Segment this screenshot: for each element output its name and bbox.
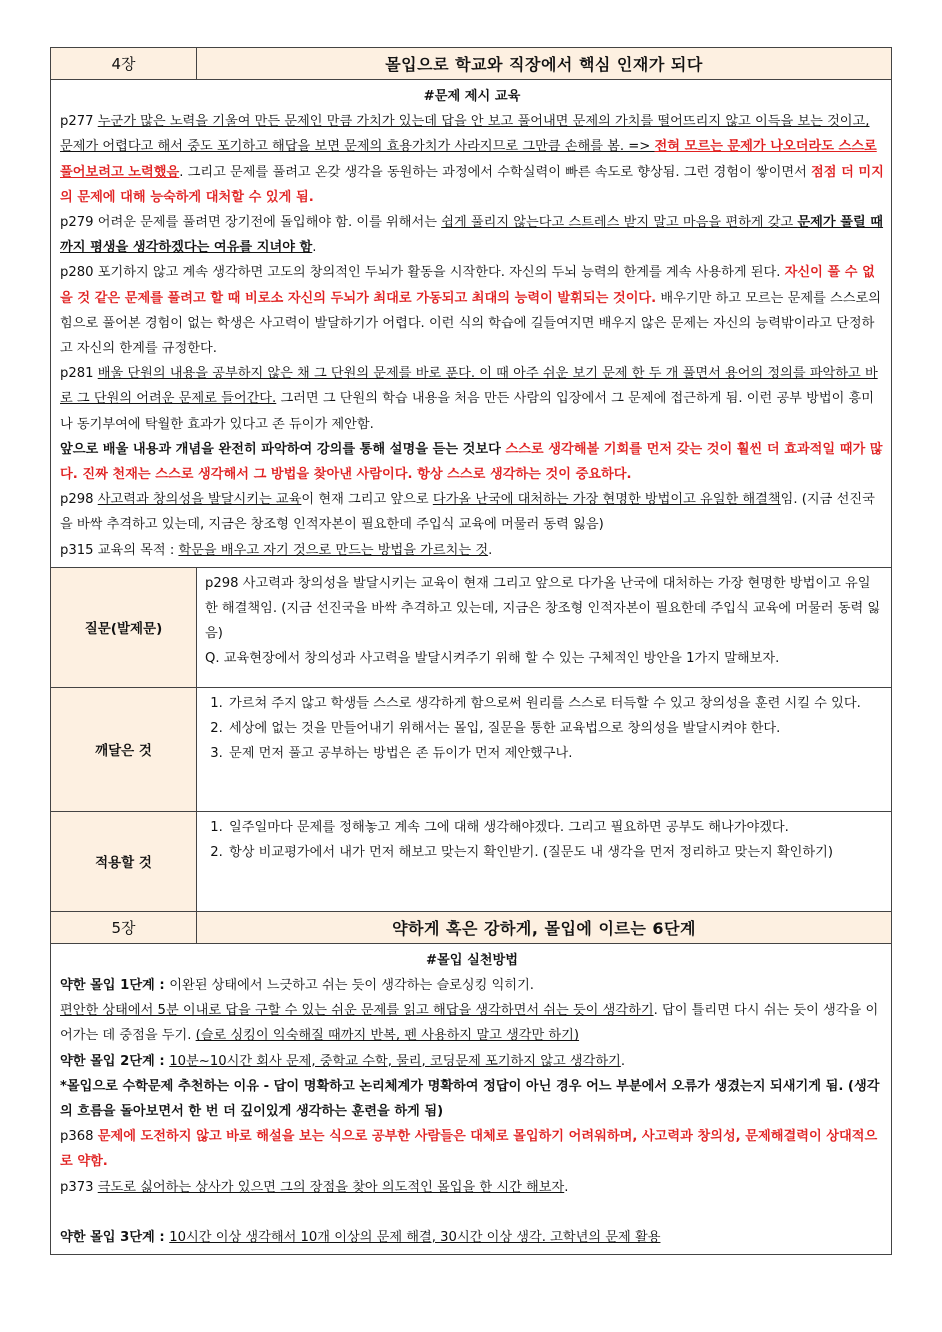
chapter-5-content xyxy=(51,943,892,1254)
realized-content xyxy=(197,687,892,811)
chapter-4-number: 4장 xyxy=(51,48,197,80)
apply-content xyxy=(197,811,892,911)
question-text: p298 사고력과 창의성을 발달시키는 교육이 현재 그리고 앞으로 다가올 난국에 대처하는 가장 현명한 방법이고 유일한 해결책임. (지금 선진국을 바싹 추격하고 있는데, 지금은 창조형 인적자본이 필요한데 주입식 교육에 머물러 동력 잃음) xyxy=(205,575,881,642)
paragraph-step3: 약한 몰입 3단계 : 10시간 이상 생각해서 10개 이상의 문제 해결, 30시간 이상 생각. 고학년의 문제 활용 xyxy=(60,1229,661,1245)
paragraph-p315: p315 교육의 목적 : 학문을 배우고 자기 것으로 만드는 방법을 가르치는 것. xyxy=(60,542,493,558)
realized-label: 깨달은 것 xyxy=(51,687,197,811)
chapter-4-header xyxy=(51,48,892,80)
chapter-4-content xyxy=(51,80,892,568)
question-label: 질문(발제문) xyxy=(51,567,197,687)
paragraph-p280: p280 포기하지 않고 계속 생각하면 고도의 창의적인 두뇌가 활동을 시작한다. 자신의 두뇌 능력의 한계를 계속 사용하게 된다. 자신이 풀 수 없을 것 같은 문제를 풀려고 할 때 비로소 자신의 두뇌가 최대로 가동되고 최대의 능력이 발휘되는 것이다. 배우기만 하고 모르는 문제를 스스로의 힘으로 풀어본 경험이 없는 학생은 사고력이 발달하기가 어렵다. 이런 식의 학습에 길들여지면 배우지 않은 문제는 자신의 능력밖이라고 단정하고 자신의 한계를 규정한다. xyxy=(60,265,881,357)
paragraph-p281: p281 배울 단원의 내용을 공부하지 않은 채 그 단원의 문제를 바로 푼다. 이 때 아주 쉬운 보기 문제 한 두 개 풀면서 용어의 정의를 파악하고 바로 그 단원의 어려운 문제로 들어간다. 그러면 그 단원의 학습 내용을 처음 만든 사람의 입장에서 그 문제에 접근하게 됨. 이런 공부 방법이 흥미나 동기부여에 탁월한 효과가 있다고 존 듀이가 제안함. xyxy=(60,366,878,432)
paragraph-step2: 약한 몰입 2단계 : 10분~10시간 회사 문제, 중학교 수학, 물리, 코딩문제 포기하지 않고 생각하기. xyxy=(60,1053,626,1069)
section-heading: #몰입 실천방법 xyxy=(425,952,519,968)
apply-label: 적용할 것 xyxy=(51,811,197,911)
chapter-5-title: 약하게 혹은 강하게, 몰입에 이르는 6단계 xyxy=(197,911,892,943)
question-content xyxy=(197,567,892,687)
paragraph-step1-detail: 편안한 상태에서 5분 이내로 답을 구할 수 있는 쉬운 문제를 읽고 해답을 생각하면서 쉬는 듯이 생각하기. 답이 틀리면 다시 쉬는 듯이 생각을 이어가는 데 중점을 두기. (슬로 싱킹이 익숙해질 때까지 반복, 펜 사용하지 말고 생각만 하기) xyxy=(60,1003,879,1044)
list-item: 2. 세상에 없는 것을 만들어내기 위해서는 몰입, 질문을 통한 교육법으로 창의성을 발달시켜야 한다. xyxy=(227,716,883,741)
paragraph-p373: p373 극도로 싫어하는 상사가 있으면 그의 장점을 찾아 의도적인 몰입을 한 시간 해보자. xyxy=(60,1179,569,1195)
paragraph-emphasis: 앞으로 배울 내용과 개념을 완전히 파악하여 강의를 통해 설명을 듣는 것보다 스스로 생각해볼 기회를 먼저 갖는 것이 훨씬 더 효과적일 때가 많다. 진짜 천재는 스스로 생각해서 그 방법을 찾아낸 사람이다. 항상 스스로 생각하는 것이 중요하다. xyxy=(60,441,883,483)
list-item: 2. 항상 비교평가에서 내가 먼저 해보고 맞는지 확인받기. (질문도 내 생각을 먼저 정리하고 맞는지 확인하기) xyxy=(227,840,883,865)
chapter-5-body xyxy=(51,943,892,1254)
paragraph-p277: p277 누군가 많은 노력을 기울여 만든 문제인 만큼 가치가 있는데 답을 안 보고 풀어내면 문제의 가치를 떨어뜨리지 않고 이득을 보는 것이고, 문제가 어렵다고 해서 중도 포기하고 해답을 보면 문제의 효용가치가 사라지므로 그만큼 손해를 봄. => 전혀 모르는 문제가 나오더라도 스스로 풀어보려고 노력했음. 그리고 문제를 풀려고 온갖 생각을 동원하는 과정에서 수학실력이 빠른 속도로 향상됨. 그런 경험이 쌓이면서 점점 더 미지의 문제에 대해 능숙하게 대처할 수 있게 됨. xyxy=(60,114,884,205)
paragraph-p298: p298 사고력과 창의성을 발달시키는 교육이 현재 그리고 앞으로 다가올 난국에 대처하는 가장 현명한 방법이고 유일한 해결책임. (지금 선진국을 바싹 추격하고 있는데, 지금은 창조형 인적자본이 필요한데 주입식 교육에 머물러 동력 잃음) xyxy=(60,492,875,533)
paragraph-p279: p279 어려운 문제를 풀려면 장기전에 돌입해야 함. 이를 위해서는 쉽게 풀리지 않는다고 스트레스 받지 말고 마음을 편하게 갖고 문제가 풀릴 때까지 평생을 생각하겠다는 여유를 지녀야 함. xyxy=(60,215,884,256)
realized-row xyxy=(51,687,892,811)
chapter-4-body xyxy=(51,80,892,568)
blank-line xyxy=(60,1200,884,1225)
paragraph-step1: 약한 몰입 1단계 : 이완된 상태에서 느긋하고 쉬는 듯이 생각하는 슬로싱킹 익히기. xyxy=(60,978,535,994)
chapter-4-title: 몰입으로 학교와 직장에서 핵심 인재가 되다 xyxy=(197,48,892,80)
realized-list xyxy=(205,691,883,767)
document-page xyxy=(50,47,892,1255)
apply-list xyxy=(205,815,883,865)
list-item: 1. 가르쳐 주지 않고 학생들 스스로 생각하게 함으로써 원리를 스스로 터득할 수 있고 창의성을 훈련 시킬 수 있다. xyxy=(227,691,883,716)
chapter-5-header xyxy=(51,911,892,943)
apply-row xyxy=(51,811,892,911)
question-row xyxy=(51,567,892,687)
list-item: 3. 문제 먼저 풀고 공부하는 방법은 존 듀이가 먼저 제안했구나. xyxy=(227,741,883,766)
list-item: 1. 일주일마다 문제를 정해놓고 계속 그에 대해 생각해야겠다. 그리고 필요하면 공부도 해나가야겠다. xyxy=(227,815,883,840)
section-heading: #문제 제시 교육 xyxy=(423,89,521,104)
reading-notes-table xyxy=(50,47,892,1255)
paragraph-note: *몰입으로 수학문제 추천하는 이유 - 답이 명확하고 논리체계가 명확하여 정답이 아닌 경우 어느 부분에서 오류가 생겼는지 되새기게 됨. (생각의 흐름을 돌아보면서 한 번 더 깊이있게 생각하는 훈련을 하게 됨) xyxy=(60,1078,880,1120)
question-prompt: Q. 교육현장에서 창의성과 사고력을 발달시켜주기 위해 할 수 있는 구체적인 방안을 1가지 말해보자. xyxy=(205,651,780,667)
paragraph-p368: p368 문제에 도전하지 않고 바로 해설을 보는 식으로 공부한 사람들은 대체로 몰입하기 어려워하며, 사고력과 창의성, 문제해결력이 상대적으로 약함. xyxy=(60,1129,878,1170)
chapter-5-number: 5장 xyxy=(51,911,197,943)
